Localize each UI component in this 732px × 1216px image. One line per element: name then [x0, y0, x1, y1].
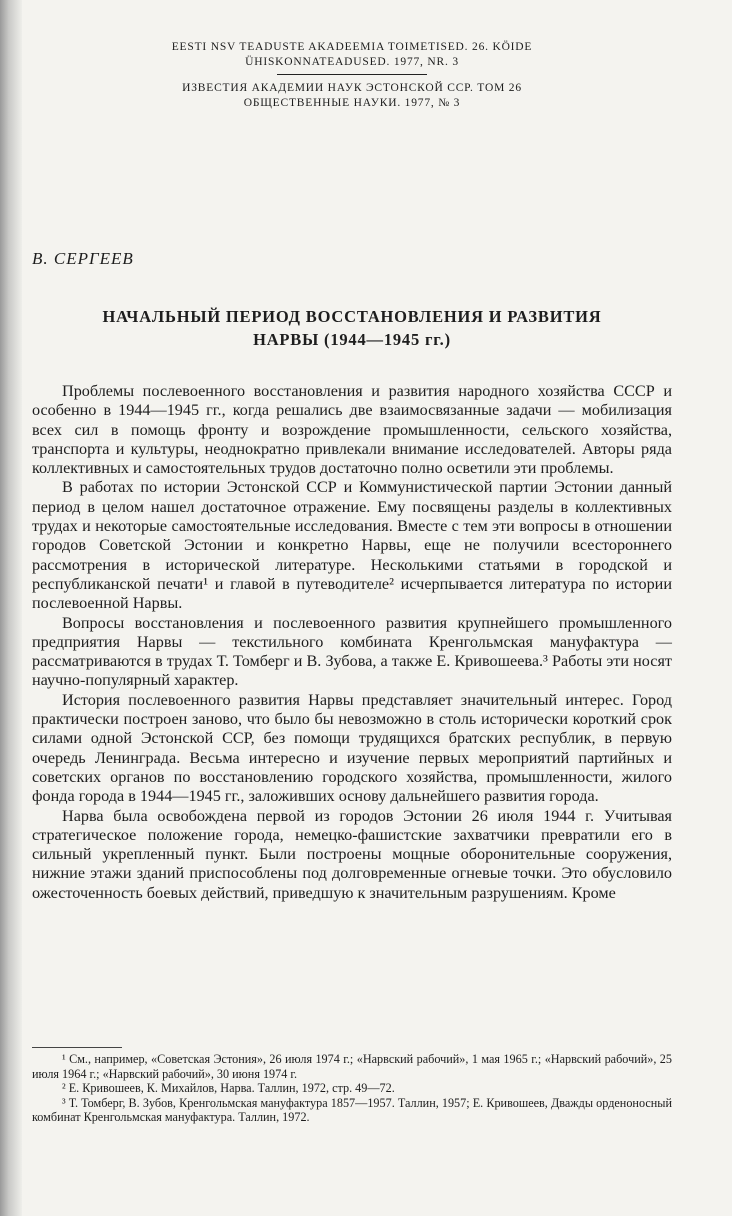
article-body — [32, 382, 672, 903]
footnotes — [32, 1047, 672, 1125]
masthead-et-line1: EESTI NSV TEADUSTE AKADEEMIA TOIMETISED. 26. KÖIDE — [171, 41, 533, 53]
paragraph: В работах по истории Эстонской ССР и Коммунистической партии Эстонии данный период в целом нашел достаточное отражение. Ему посвящены разделы в коллективных трудах и некоторые самостоятельные исследования. Вместе с тем эти вопросы в отношении городов Советской Эстонии и конкретно Нарвы, еще не получили всестороннего рассмотрения в исторической литературе. Несколькими статьями в городской и республиканской печати¹ и главой в путеводителе² исчерпывается литература по истории послевоенной Нарвы. — [32, 478, 672, 613]
masthead-russian — [32, 81, 672, 111]
paragraph: Проблемы послевоенного восстановления и развития народного хозяйства СССР и особенно в 1944—1945 гг., когда решались две взаимосвязанные задачи — мобилизация всех сил в помощь фронту и возрождение промышленности, сельского хозяйства, транспорта и культуры, неоднократно привлекали внимание исследователей. Авторы ряда коллективных и самостоятельных трудов достаточно полно осветили эти проблемы. — [32, 382, 672, 478]
masthead-divider — [277, 74, 427, 75]
masthead-et-line2: ÜHISKONNATEADUSED. 1977, NR. 3 — [245, 56, 459, 68]
article-title — [32, 305, 672, 351]
masthead-estonian — [32, 40, 672, 70]
title-line-2: НАРВЫ (1944—1945 гг.) — [253, 330, 451, 349]
paragraph: История послевоенного развития Нарвы представляет значительный интерес. Город практически построен заново, что было бы невозможно в столь исторически короткий срок силами одной Эстонской ССР, без помощи трудящихся братских республик, в первую очередь Ленинграда. Весьма интересно и изучение первых мероприятий партийных и советских органов по восстановлению городского хозяйства, промышленности, жилого фонда города в 1944—1945 гг., заложивших основу дальнейшего развития города. — [32, 690, 672, 806]
masthead-ru-line1: ИЗВЕСТИЯ АКАДЕМИИ НАУК ЭСТОНСКОЙ ССР. ТОМ 26 — [182, 82, 522, 94]
title-line-1: НАЧАЛЬНЫЙ ПЕРИОД ВОССТАНОВЛЕНИЯ И РАЗВИТИЯ — [102, 307, 602, 326]
paragraph: Нарва была освобождена первой из городов Эстонии 26 июля 1944 г. Учитывая стратегическое положение города, немецко-фашистские захватчики превратили его в сильный укрепленный пункт. Были построены мощные оборонительные сооружения, нижние этажи зданий приспособлены под долговременные огневые точки. Это обусловило ожесточенность боевых действий, приведшую к значительным разрушениям. Кроме — [32, 806, 672, 902]
paragraph: Вопросы восстановления и послевоенного развития крупнейшего промышленного предприятия Нарвы — текстильного комбината Кренгольмская мануфактура — рассматриваются в трудах Т. Томберг и В. Зубова, а также Е. Кривошеева.³ Работы эти носят научно-популярный характер. — [32, 613, 672, 690]
scan-shadow-edge — [0, 0, 22, 1216]
footnote-divider — [32, 1047, 122, 1048]
footnote: ³ Т. Томберг, В. Зубов, Кренгольмская мануфактура 1857—1957. Таллин, 1957; Е. Кривошеев, Дважды орденоносный комбинат Кренгольмская мануфактура. Таллин, 1972. — [32, 1095, 672, 1125]
footnote: ² Е. Кривошеев, К. Михайлов, Нарва. Таллин, 1972, стр. 49—72. — [62, 1081, 395, 1096]
author-name: В. СЕРГЕЕВ — [32, 249, 134, 268]
masthead-ru-line2: ОБЩЕСТВЕННЫЕ НАУКИ. 1977, № 3 — [243, 97, 461, 109]
journal-page — [32, 40, 672, 1125]
footnote: ¹ См., например, «Советская Эстония», 26 июля 1974 г.; «Нарвский рабочий», 1 мая 1965 г.; «Нарвский рабочий», 25 июля 1964 г.; «Нарвский рабочий», 30 июня 1974 г. — [32, 1052, 672, 1081]
